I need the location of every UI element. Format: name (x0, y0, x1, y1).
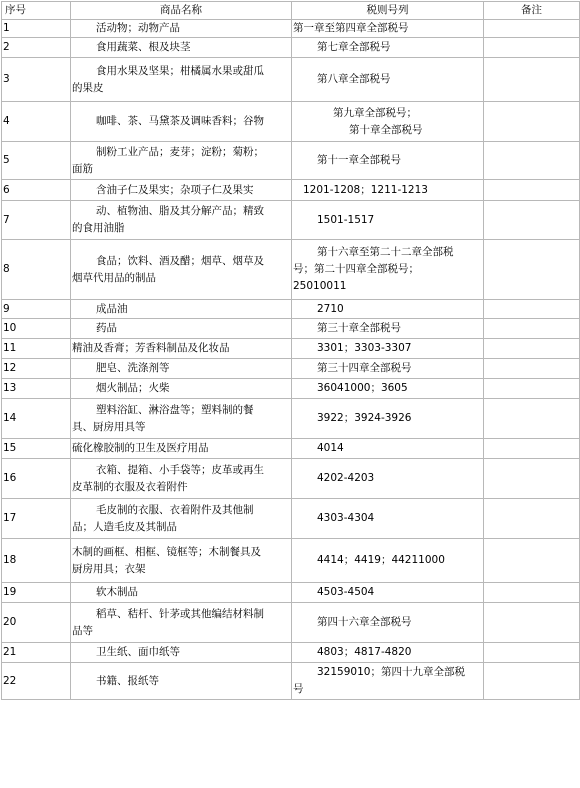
row-code (292, 359, 484, 379)
row-code-line: 3301；3303-3307 (317, 342, 412, 354)
row-name (71, 399, 292, 439)
tariff-table (1, 1, 580, 700)
row-name-line: 含油子仁及果实；杂项子仁及果实 (96, 183, 254, 196)
row-code (292, 499, 484, 539)
row-seq: 12 (2, 359, 71, 379)
row-note (484, 339, 580, 359)
row-seq: 13 (2, 379, 71, 399)
row-seq: 18 (2, 539, 71, 583)
row-name-line: 烟草代用品的制品 (72, 271, 156, 284)
row-code (292, 459, 484, 499)
row-code-line: 第九章全部税号； (333, 106, 417, 119)
row-name (71, 38, 292, 58)
row-seq: 6 (2, 180, 71, 201)
row-name (71, 663, 292, 700)
row-name (71, 539, 292, 583)
table-row (2, 319, 580, 339)
table-row (2, 300, 580, 319)
row-code-line: 36041000；3605 (317, 382, 408, 394)
row-code-line: 1501-1517 (317, 213, 375, 226)
table-row (2, 499, 580, 539)
row-seq: 20 (2, 603, 71, 643)
row-note (484, 459, 580, 499)
row-name (71, 359, 292, 379)
row-code (292, 20, 484, 38)
row-code-line: 4303-4304 (317, 512, 375, 524)
header-note: 备注 (484, 2, 580, 20)
row-name-line: 精油及香膏；芳香料制品及化妆品 (72, 342, 230, 354)
row-name-line: 成品油 (96, 302, 128, 315)
table-row (2, 201, 580, 240)
table-row (2, 240, 580, 300)
row-code-line: 第十六章至第二十二章全部税 (317, 246, 454, 258)
row-note (484, 499, 580, 539)
row-seq: 14 (2, 399, 71, 439)
row-seq: 2 (2, 38, 71, 58)
row-seq: 3 (2, 58, 71, 102)
row-note (484, 38, 580, 58)
row-code (292, 38, 484, 58)
row-code (292, 240, 484, 300)
row-code-line: 4414；4419；44211000 (317, 554, 445, 566)
row-note (484, 240, 580, 300)
header-code: 税则号列 (292, 2, 484, 20)
row-code-line: 第三十四章全部税号 (317, 362, 412, 374)
row-code-line: 第四十六章全部税号 (317, 616, 412, 628)
row-seq: 5 (2, 142, 71, 180)
row-name-line: 厨房用具；衣架 (72, 562, 146, 575)
row-code (292, 102, 484, 142)
row-code (292, 58, 484, 102)
row-seq: 4 (2, 102, 71, 142)
row-note (484, 399, 580, 439)
row-code (292, 643, 484, 663)
row-name (71, 439, 292, 459)
header-name: 商品名称 (71, 2, 292, 20)
row-note (484, 583, 580, 603)
table-row (2, 58, 580, 102)
row-code (292, 663, 484, 700)
table-row (2, 142, 580, 180)
row-name-line: 硫化橡胶制的卫生及医疗用品 (72, 442, 209, 454)
row-seq: 16 (2, 459, 71, 499)
row-code (292, 180, 484, 201)
row-note (484, 20, 580, 38)
row-seq: 10 (2, 319, 71, 339)
row-code-line: 号 (293, 683, 304, 695)
row-note (484, 359, 580, 379)
row-code-line: 4503-4504 (317, 586, 375, 598)
table-row (2, 38, 580, 58)
row-seq: 1 (2, 20, 71, 38)
table-row (2, 180, 580, 201)
row-note (484, 603, 580, 643)
table-row (2, 20, 580, 38)
row-name-line: 咖啡、茶、马黛茶及调味香料；谷物 (96, 115, 264, 127)
row-name-line: 面筋 (72, 162, 93, 175)
row-name-line: 毛皮制的衣服、衣着附件及其他制 (96, 503, 254, 516)
table-row (2, 379, 580, 399)
row-note (484, 539, 580, 583)
row-name (71, 102, 292, 142)
row-code-line: 4803；4817-4820 (317, 646, 412, 658)
row-name-line: 的食用油脂 (72, 222, 125, 234)
row-seq: 21 (2, 643, 71, 663)
row-code-line: 1201-1208；1211-1213 (303, 183, 428, 196)
row-code-line: 第三十章全部税号 (317, 322, 401, 334)
row-name (71, 603, 292, 643)
row-name-line: 具、厨房用具等 (72, 420, 146, 433)
row-name-line: 衣箱、提箱、小手袋等；皮革或再生 (96, 463, 264, 476)
header-row (2, 2, 580, 20)
row-note (484, 142, 580, 180)
table-row (2, 643, 580, 663)
row-name-line: 木制的画框、相框、镜框等；木制餐具及 (72, 545, 261, 558)
table-row (2, 603, 580, 643)
row-code (292, 603, 484, 643)
row-name-line: 活动物；动物产品 (96, 22, 180, 34)
row-note (484, 379, 580, 399)
row-name (71, 499, 292, 539)
row-code (292, 583, 484, 603)
table-row (2, 102, 580, 142)
row-name-line: 烟火制品；火柴 (96, 382, 170, 394)
table-row (2, 439, 580, 459)
row-code (292, 201, 484, 240)
row-name-line: 药品 (96, 322, 117, 334)
row-name (71, 339, 292, 359)
row-seq: 15 (2, 439, 71, 459)
row-name (71, 583, 292, 603)
row-name (71, 201, 292, 240)
row-name-line: 的果皮 (72, 81, 104, 94)
row-code (292, 300, 484, 319)
row-code (292, 142, 484, 180)
row-note (484, 643, 580, 663)
row-name-line: 品；人造毛皮及其制品 (72, 520, 177, 533)
row-name (71, 379, 292, 399)
row-name-line: 塑料浴缸、淋浴盘等；塑料制的餐 (96, 403, 254, 416)
row-name-line: 食用水果及坚果；柑橘属水果或甜瓜 (96, 64, 264, 77)
row-name-line: 软木制品 (96, 586, 138, 598)
row-note (484, 201, 580, 240)
row-name (71, 319, 292, 339)
table-row (2, 459, 580, 499)
row-code (292, 319, 484, 339)
row-note (484, 180, 580, 201)
row-name-line: 制粉工业产品；麦芽；淀粉；菊粉； (96, 145, 264, 158)
row-name (71, 58, 292, 102)
row-name-line: 品等 (72, 624, 93, 637)
table-row (2, 339, 580, 359)
table-row (2, 663, 580, 700)
row-seq: 11 (2, 339, 71, 359)
table-row (2, 399, 580, 439)
row-code-line: 25010011 (293, 280, 347, 292)
row-name (71, 300, 292, 319)
row-code-line: 2710 (317, 302, 344, 315)
row-code-line: 第一章至第四章全部税号 (293, 22, 409, 34)
row-name-line: 书籍、报纸等 (96, 674, 159, 687)
row-name-line: 食品；饮料、酒及醋；烟草、烟草及 (96, 254, 264, 267)
table-row (2, 583, 580, 603)
row-note (484, 439, 580, 459)
row-name (71, 20, 292, 38)
row-code-line: 第十一章全部税号 (317, 154, 401, 166)
row-seq: 7 (2, 201, 71, 240)
row-note (484, 58, 580, 102)
row-seq: 17 (2, 499, 71, 539)
row-code (292, 539, 484, 583)
row-name-line: 食用蔬菜、根及块茎 (96, 41, 191, 53)
row-code-line: 第十章全部税号 (349, 123, 423, 136)
row-code-line: 4014 (317, 442, 344, 454)
row-code-line: 号；第二十四章全部税号； (293, 263, 419, 275)
row-code-line: 第七章全部税号 (317, 41, 391, 53)
table-row (2, 539, 580, 583)
row-code (292, 399, 484, 439)
row-name-line: 皮革制的衣服及衣着附件 (72, 480, 188, 493)
row-name (71, 180, 292, 201)
row-seq: 9 (2, 300, 71, 319)
row-code-line: 3922；3924-3926 (317, 412, 412, 424)
row-note (484, 663, 580, 700)
row-code-line: 4202-4203 (317, 472, 375, 484)
row-note (484, 319, 580, 339)
row-note (484, 300, 580, 319)
row-name-line: 动、植物油、脂及其分解产品；精致 (96, 205, 264, 217)
row-seq: 19 (2, 583, 71, 603)
row-code (292, 379, 484, 399)
row-code-line: 第八章全部税号 (317, 73, 391, 85)
row-name (71, 459, 292, 499)
row-name (71, 240, 292, 300)
row-name (71, 142, 292, 180)
row-code (292, 439, 484, 459)
row-seq: 22 (2, 663, 71, 700)
row-name-line: 稻草、秸杆、针茅或其他编结材料制 (96, 607, 264, 620)
table-row (2, 359, 580, 379)
row-name (71, 643, 292, 663)
header-seq: 序号 (2, 2, 71, 20)
row-name-line: 卫生纸、面巾纸等 (96, 646, 180, 658)
row-name-line: 肥皂、洗涤剂等 (96, 362, 170, 374)
row-seq: 8 (2, 240, 71, 300)
row-code (292, 339, 484, 359)
row-code-line: 32159010；第四十九章全部税 (317, 666, 465, 678)
row-note (484, 102, 580, 142)
